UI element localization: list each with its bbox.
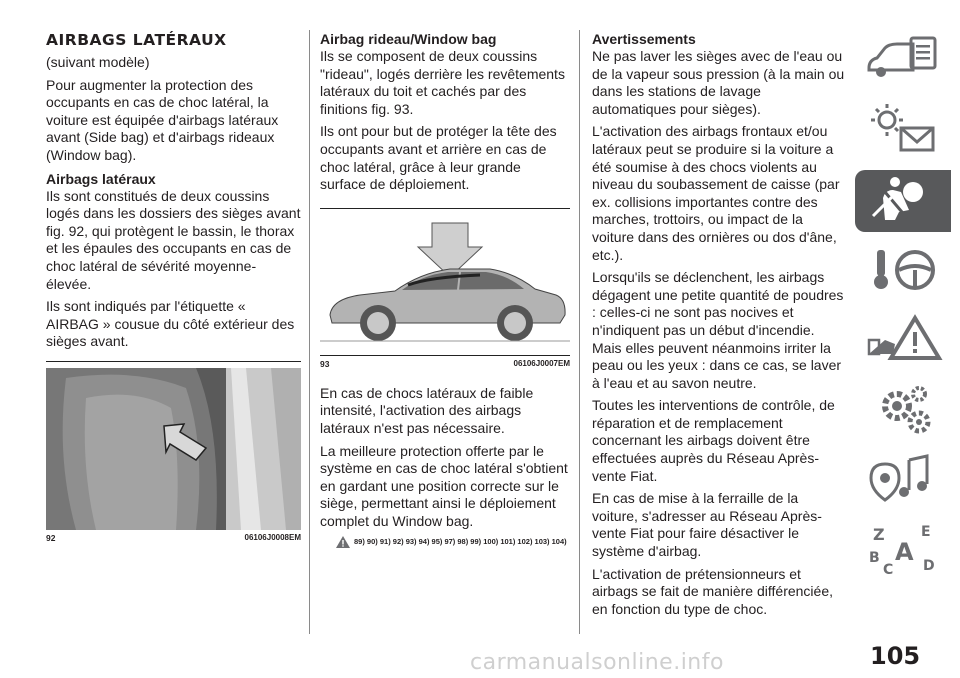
- paragraph: Pour augmenter la protection des occupants en cas de choc latéral, la voiture est équipée d'airbags latéraux avant (Side bag) et d'airbags rideaux (Window bag).: [46, 76, 279, 163]
- figure-code: 06106J0008EM: [244, 532, 301, 542]
- chapter-tab-car-info[interactable]: [855, 30, 951, 92]
- key-steering-icon: [855, 240, 951, 302]
- seat-illustration: [46, 368, 301, 530]
- paragraph: Ils sont indiqués par l'étiquette « AIRBAG » cousue du côté extérieur des sièges avant.: [46, 298, 295, 350]
- paragraph: L'activation de prétensionneurs et airbags se fait de manière différenciée, en fonction du type de choc.: [592, 565, 833, 617]
- subheading: Avertissements: [592, 31, 696, 47]
- index-letter: Z: [873, 525, 885, 544]
- column-1: [46, 30, 301, 543]
- page-number: 105: [870, 642, 921, 670]
- column-divider: [309, 30, 310, 634]
- safety-seatbelt-icon: [855, 170, 951, 232]
- figure-top-rule: [320, 208, 570, 209]
- car-window-bag-illustration: [320, 215, 570, 355]
- paragraph: (suivant modèle): [46, 54, 150, 70]
- figure-caption: [46, 533, 301, 543]
- column-3: [592, 30, 847, 623]
- paragraph: En cas de chocs latéraux de faible intensité, l'activation des airbags latéraux n'est pas nécessaire.: [320, 384, 534, 436]
- paragraph: Ils ont pour but de protéger la tête des occupants avant et arrière en cas de choc latéral, grâce à leur grande surface de déploiement.: [320, 123, 557, 193]
- multimedia-icon: [855, 450, 951, 512]
- subheading: Airbag rideau/Window bag: [320, 31, 497, 47]
- warning-lights-icon: [855, 100, 951, 162]
- figure-92: [46, 361, 301, 543]
- chapter-tab-warning-lights[interactable]: [855, 100, 951, 162]
- car-illustration: [320, 215, 570, 355]
- figure-code: 06106J0007EM: [513, 358, 570, 368]
- chapter-tab-safety[interactable]: [855, 170, 951, 232]
- paragraph: Lorsqu'ils se déclenchent, les airbags dégagent une petite quantité de poudres : celles-ci ne sont pas nocives et n'indiquent pas un début d'incendie. Mais elles peuvent néanmoins irriter la peau ou les yeux : dans ce cas, se laver à l'eau et au savon neutre.: [592, 269, 844, 391]
- chapter-tab-starting-driving[interactable]: [855, 240, 951, 302]
- paragraph: Ils se composent de deux coussins "rideau", logés derrière les revêtements latéraux du toit et cachés par des finitions fig. 93.: [320, 48, 565, 117]
- paragraph: Ils sont constitués de deux coussins logés dans les dossiers des sièges avant fig. 92, qui protègent le bassin, le thorax et les épaules des occupants en cas de choc latéral de sévérité moyenne-élevée.: [46, 187, 301, 292]
- chapter-tab-index[interactable]: [855, 520, 951, 578]
- watermark: carmanualsonline.info: [470, 650, 724, 675]
- column-divider: [579, 30, 580, 634]
- gears-service-icon: [855, 380, 951, 442]
- index-letter: B: [869, 550, 880, 566]
- figure-caption: [320, 359, 570, 369]
- figure-top-rule: [46, 361, 301, 362]
- index-letter: A: [895, 538, 914, 566]
- subheading: Airbags latéraux: [46, 170, 156, 187]
- figure-number: 93: [320, 358, 330, 369]
- paragraph: La meilleure protection offerte par le système en cas de choc latéral s'obtient en gardant une position correcte sur le siège, permettant ainsi le déploiement complet du Window bag.: [320, 442, 568, 529]
- index-letter: E: [921, 524, 931, 540]
- chapter-tab-maintenance[interactable]: [855, 380, 951, 442]
- paragraph: L'activation des airbags frontaux et/ou latéraux peut se produire si la voiture a été soumise à des chocs violents au niveau du soubassement de caisse (par ex. collisions importantes contre des marches, trottoirs, ou impact de la voiture dans des ornières ou dos d'âne, etc.).: [592, 123, 840, 263]
- section-title: AIRBAGS LATÉRAUX: [46, 31, 227, 49]
- column-2: [320, 30, 570, 548]
- chapter-tab-multimedia[interactable]: [855, 450, 951, 512]
- paragraph: En cas de mise à la ferraille de la voiture, s'adresser au Réseau Après-vente Fiat pour faire désactiver le système d'airbag.: [592, 490, 822, 560]
- chapter-sidebar: [855, 30, 955, 586]
- paragraph: Toutes les interventions de contrôle, de réparation et de remplacement concernant les airbags doivent être effectuées auprès du Réseau Après-vente Fiat.: [592, 397, 835, 484]
- emergency-triangle-icon: [855, 310, 951, 372]
- figure-93: [320, 208, 570, 369]
- figure-number: 92: [46, 532, 56, 543]
- index-letter: C: [883, 562, 894, 578]
- alphabetical-index-icon: [855, 520, 951, 578]
- seat-airbag-photo: [46, 368, 301, 530]
- chapter-tab-emergency[interactable]: [855, 310, 951, 372]
- index-letter: D: [923, 558, 935, 574]
- paragraph: Ne pas laver les sièges avec de l'eau ou de la vapeur sous pression (à la main ou dans les stations de lavage automatiques pour sièges).: [592, 48, 845, 117]
- warning-refs-text: 89) 90) 91) 92) 93) 94) 95) 97) 98) 99) 100) 101) 102) 103) 104): [354, 537, 567, 546]
- warning-references: [320, 536, 570, 548]
- car-info-icon: [855, 30, 951, 92]
- warning-triangle-icon: [336, 536, 350, 548]
